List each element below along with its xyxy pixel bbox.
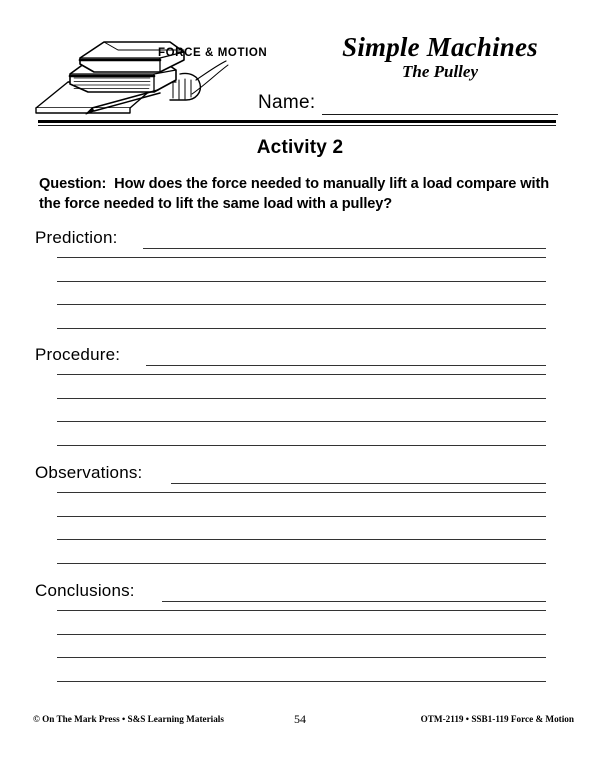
section-header <box>0 463 600 487</box>
answer-line[interactable] <box>146 365 546 366</box>
worksheet-title-block <box>300 33 580 82</box>
footer-product-code: OTM-2119 • SSB1-119 Force & Motion <box>420 714 574 724</box>
answer-line[interactable] <box>57 304 546 305</box>
answer-line[interactable] <box>143 248 546 249</box>
page-footer <box>0 714 600 734</box>
answer-line[interactable] <box>57 539 546 540</box>
answer-line[interactable] <box>57 681 546 682</box>
illustration-caption: FORCE & MOTION <box>158 47 268 59</box>
section-label: Conclusions: <box>35 581 135 600</box>
answer-line[interactable] <box>57 257 546 258</box>
header-divider-thin <box>38 125 556 126</box>
answer-line[interactable] <box>57 563 546 564</box>
question-text: How does the force needed to manually lift a load compare with the force needed to lift the same load with a pulley? <box>39 176 550 213</box>
name-field-row <box>258 92 558 115</box>
answer-line[interactable] <box>57 421 546 422</box>
answer-line[interactable] <box>57 445 546 446</box>
answer-line[interactable] <box>57 398 546 399</box>
header-divider-thick <box>38 120 556 123</box>
answer-line[interactable] <box>57 328 546 329</box>
answer-section <box>0 345 600 369</box>
answer-line[interactable] <box>57 610 546 611</box>
answer-line[interactable] <box>57 657 546 658</box>
books-on-board-with-hand-illustration <box>30 30 280 125</box>
answer-line[interactable] <box>57 281 546 282</box>
name-input[interactable] <box>322 97 558 115</box>
answer-line[interactable] <box>57 516 546 517</box>
footer-copyright: © On The Mark Press • S&S Learning Materials <box>33 714 224 724</box>
answer-section <box>0 581 600 605</box>
section-header <box>0 228 600 252</box>
answer-line[interactable] <box>171 483 546 484</box>
answer-section <box>0 228 600 252</box>
section-label: Procedure: <box>35 345 121 364</box>
page-header <box>0 0 600 128</box>
question-label: Question: <box>39 176 107 192</box>
answer-line[interactable] <box>57 634 546 635</box>
answer-section <box>0 463 600 487</box>
activity-title: Activity 2 <box>256 137 344 158</box>
page-subtitle: The Pulley <box>401 62 478 82</box>
section-header <box>0 345 600 369</box>
question-block <box>39 174 559 214</box>
name-label: Name: <box>258 92 316 113</box>
answer-line[interactable] <box>162 601 546 602</box>
answer-line[interactable] <box>57 492 546 493</box>
page-title: Simple Machines <box>342 32 538 62</box>
section-label: Observations: <box>35 463 143 482</box>
section-label: Prediction: <box>35 228 118 247</box>
answer-line[interactable] <box>57 374 546 375</box>
page-number: 54 <box>294 712 306 726</box>
section-header <box>0 581 600 605</box>
